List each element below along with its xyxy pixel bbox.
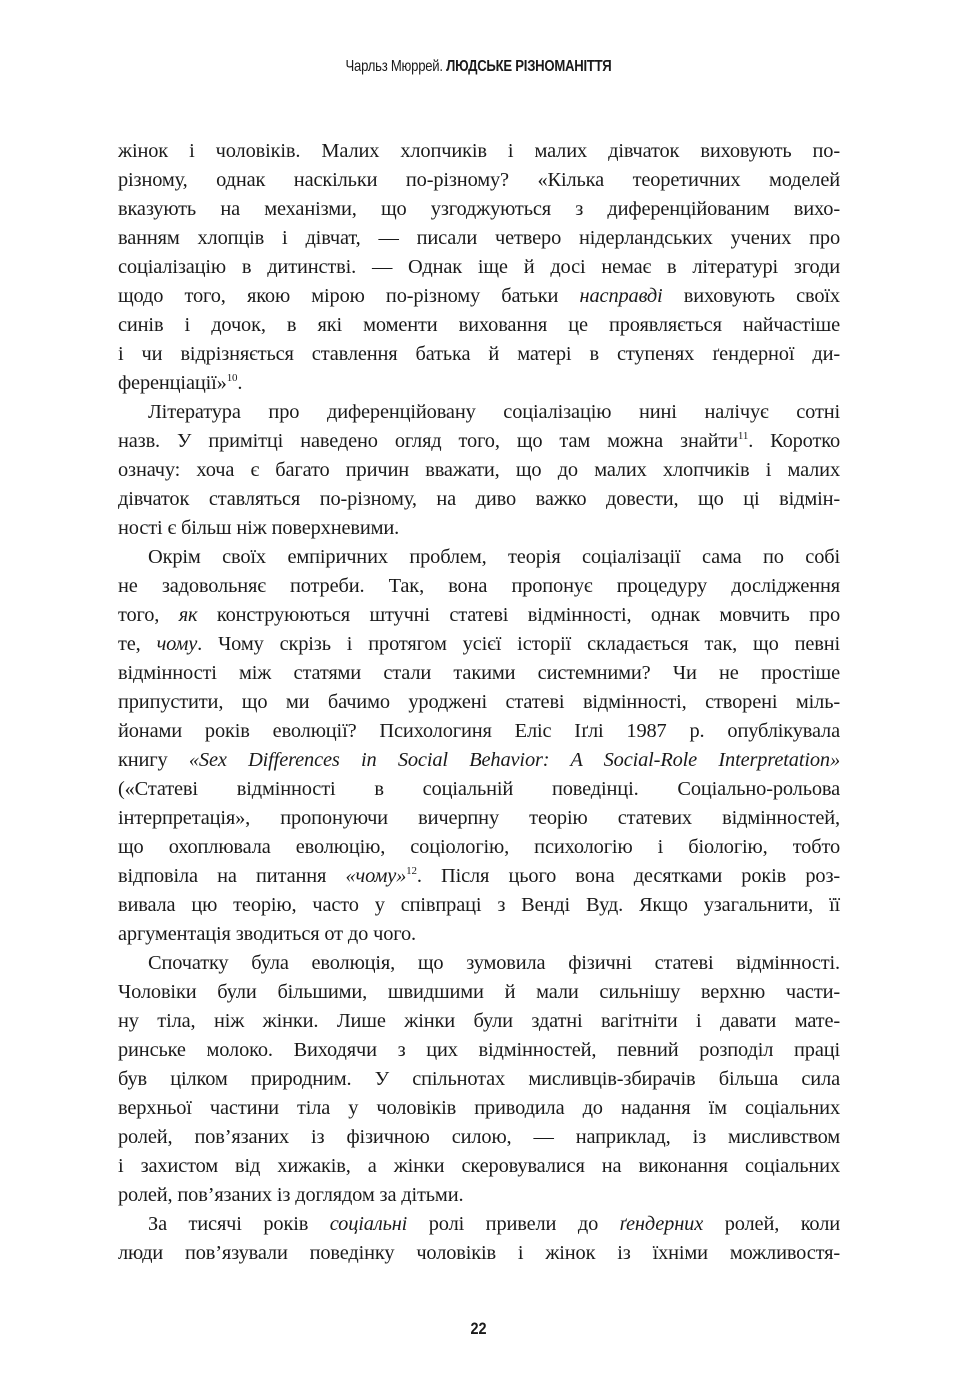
text-line — [118, 166, 840, 195]
text-run: інтерпретація», пропонуючи вичерпну теорію статевих відмінностей, — [118, 807, 840, 829]
text-line — [118, 804, 840, 833]
text-line — [118, 1036, 840, 1065]
text-line — [118, 920, 840, 949]
text-line — [118, 601, 840, 630]
italic-text: ґендерних — [619, 1213, 704, 1235]
text-run: конструюються штучні статеві відмінності, однак мовчить про — [197, 604, 840, 626]
text-run: . Коротко — [748, 430, 840, 452]
text-run: що охоплювала еволюцію, соціологію, психологію і біологію, тобто — [118, 836, 840, 858]
text-line — [118, 514, 840, 543]
text-line — [118, 891, 840, 920]
page-number: 22 — [470, 1319, 487, 1338]
text-line — [118, 427, 840, 456]
text-run: Спочатку була еволюція, що зумовила фізичні статеві відмінності. — [148, 952, 840, 974]
text-line — [118, 311, 840, 340]
text-run: люди пов’язували поведінку чоловіків і жінок із їхніми можливостя- — [118, 1242, 840, 1264]
text-line — [118, 369, 840, 398]
paragraph — [118, 1210, 840, 1268]
text-run: книгу — [118, 749, 189, 771]
text-run: ванням хлопців і дівчат, — писали четверо нідерландських учених про — [118, 227, 840, 249]
text-line — [118, 775, 840, 804]
text-line — [118, 1210, 840, 1239]
paragraph — [118, 137, 840, 398]
text-run: був цілком природним. У спільнотах мисливців-збирачів більша сила — [118, 1068, 840, 1090]
text-run: ності є більш ніж поверхневими. — [118, 517, 400, 539]
footnote-ref: 12 — [406, 865, 417, 878]
text-run: . Чому скрізь і протягом усієї історії складається так, що певні — [197, 633, 840, 655]
text-run: соціалізацію в дитинстві. — Однак іще й досі немає в літературі згоди — [118, 256, 840, 278]
text-line — [118, 717, 840, 746]
text-line — [118, 978, 840, 1007]
text-line — [118, 949, 840, 978]
text-run: вивала цю теорію, часто у співпраці з Венді Вуд. Якщо узагальнити, її — [118, 894, 840, 916]
text-line — [118, 398, 840, 427]
text-line — [118, 630, 840, 659]
footnote-ref: 10 — [226, 372, 238, 385]
text-run: не задовольняє потреби. Так, вона пропонує процедуру дослідження — [118, 575, 840, 597]
text-line — [118, 253, 840, 282]
italic-text: як — [178, 604, 198, 626]
italic-text: насправді — [579, 285, 663, 307]
text-line — [118, 1123, 840, 1152]
text-run: назв. У примітці наведено огляд того, що там можна знайти — [118, 430, 738, 452]
text-run: припустити, що ми бачимо уроджені статеві відмінності, створені міль- — [118, 691, 840, 713]
paragraph — [118, 949, 840, 1210]
text-run: ролей, пов’язаних із фізичною силою, — наприклад, із мисливством — [118, 1126, 840, 1148]
text-line — [118, 485, 840, 514]
italic-text: чому — [156, 633, 198, 655]
text-run: ринське молоко. Виходячи з цих відмінностей, певний розподіл праці — [118, 1039, 840, 1061]
text-line — [118, 195, 840, 224]
footnote-ref: 11 — [737, 430, 749, 443]
italic-text: «Sex Differences in Social Behavior: A Social-Role Interpretation» — [188, 749, 840, 771]
text-run: («Статеві відмінності в соціальній поведінці. Соціально-рольова — [118, 778, 840, 800]
text-line — [118, 1007, 840, 1036]
text-run: того, — [118, 604, 179, 626]
text-line — [118, 1094, 840, 1123]
text-run: ференціації» — [118, 372, 227, 394]
text-run: Окрім своїх емпіричних проблем, теорія соціалізації сама по собі — [148, 546, 840, 568]
text-run: ну тіла, ніж жінки. Лише жінки були здатні вагітніти і давати мате- — [118, 1010, 840, 1032]
text-line — [118, 1065, 840, 1094]
text-line — [118, 543, 840, 572]
text-run: Література про диференційовану соціалізацію нині налічує сотні — [148, 401, 840, 423]
paragraph — [118, 543, 840, 949]
text-run: йонами років еволюції? Психологиня Еліс Іґлі 1987 р. опублікувала — [118, 720, 840, 742]
text-run: різному, однак наскільки по-різному? «Кілька теоретичних моделей — [118, 169, 840, 191]
body-text — [118, 137, 840, 1268]
text-run: означу: хоча є багато причин вважати, що до малих хлопчиків і малих — [118, 459, 840, 481]
text-run: і захистом від хижаків, а жінки скеровувалися на виконання соціальних — [118, 1155, 840, 1177]
text-run: ролі привели до — [407, 1213, 620, 1235]
italic-text: «чому» — [345, 865, 407, 887]
text-run: . — [237, 372, 243, 394]
text-line — [118, 688, 840, 717]
text-line — [118, 1152, 840, 1181]
text-line — [118, 1239, 840, 1268]
text-line — [118, 1181, 840, 1210]
text-run: ролей, пов’язаних із доглядом за дітьми. — [118, 1184, 464, 1206]
text-run: відмінності між статями стали такими системними? Чи не простіше — [118, 662, 840, 684]
text-run: вказують на механізми, що узгоджуються з диференційованим вихо- — [118, 198, 840, 220]
text-run: дівчаток ставляться по-різному, на диво важко довести, що ці відмін- — [118, 488, 840, 510]
text-line — [118, 340, 840, 369]
text-run: аргументація зводиться от до чого. — [118, 923, 416, 945]
text-run: синів і дочок, в які моменти виховання це проявляється найчастіше — [118, 314, 840, 336]
running-header — [86, 58, 871, 76]
text-line — [118, 572, 840, 601]
paragraph — [118, 398, 840, 543]
text-line — [118, 137, 840, 166]
text-run: За тисячі років — [148, 1213, 330, 1235]
header-book-title: ЛЮДСЬКЕ РІЗНОМАНІТТЯ — [446, 58, 612, 75]
text-run: жінок і чоловіків. Малих хлопчиків і малих дівчаток виховують по- — [118, 140, 840, 162]
text-line — [118, 456, 840, 485]
text-line — [118, 862, 840, 891]
text-run: щодо того, якою мірою по-різному батьки — [118, 285, 580, 307]
text-run: . Після цього вона десятками років роз- — [416, 865, 841, 887]
text-run: верхньої частини тіла у чоловіків приводила до надання їм соціальних — [118, 1097, 840, 1119]
text-run: виховують своїх — [662, 285, 840, 307]
text-run: те, — [118, 633, 157, 655]
italic-text: соціальні — [329, 1213, 408, 1235]
text-line — [118, 659, 840, 688]
header-author: Чарльз Мюррей. — [345, 58, 443, 75]
text-line — [118, 746, 840, 775]
text-line — [118, 282, 840, 311]
text-run: відповіла на питання — [118, 865, 346, 887]
text-line — [118, 224, 840, 253]
text-run: Чоловіки були більшими, швидшими й мали сильнішу верхню части- — [118, 981, 840, 1003]
text-run: і чи відрізняється ставлення батька й матері в ступенях ґендерної ди- — [118, 343, 840, 365]
text-run: ролей, коли — [703, 1213, 840, 1235]
text-line — [118, 833, 840, 862]
